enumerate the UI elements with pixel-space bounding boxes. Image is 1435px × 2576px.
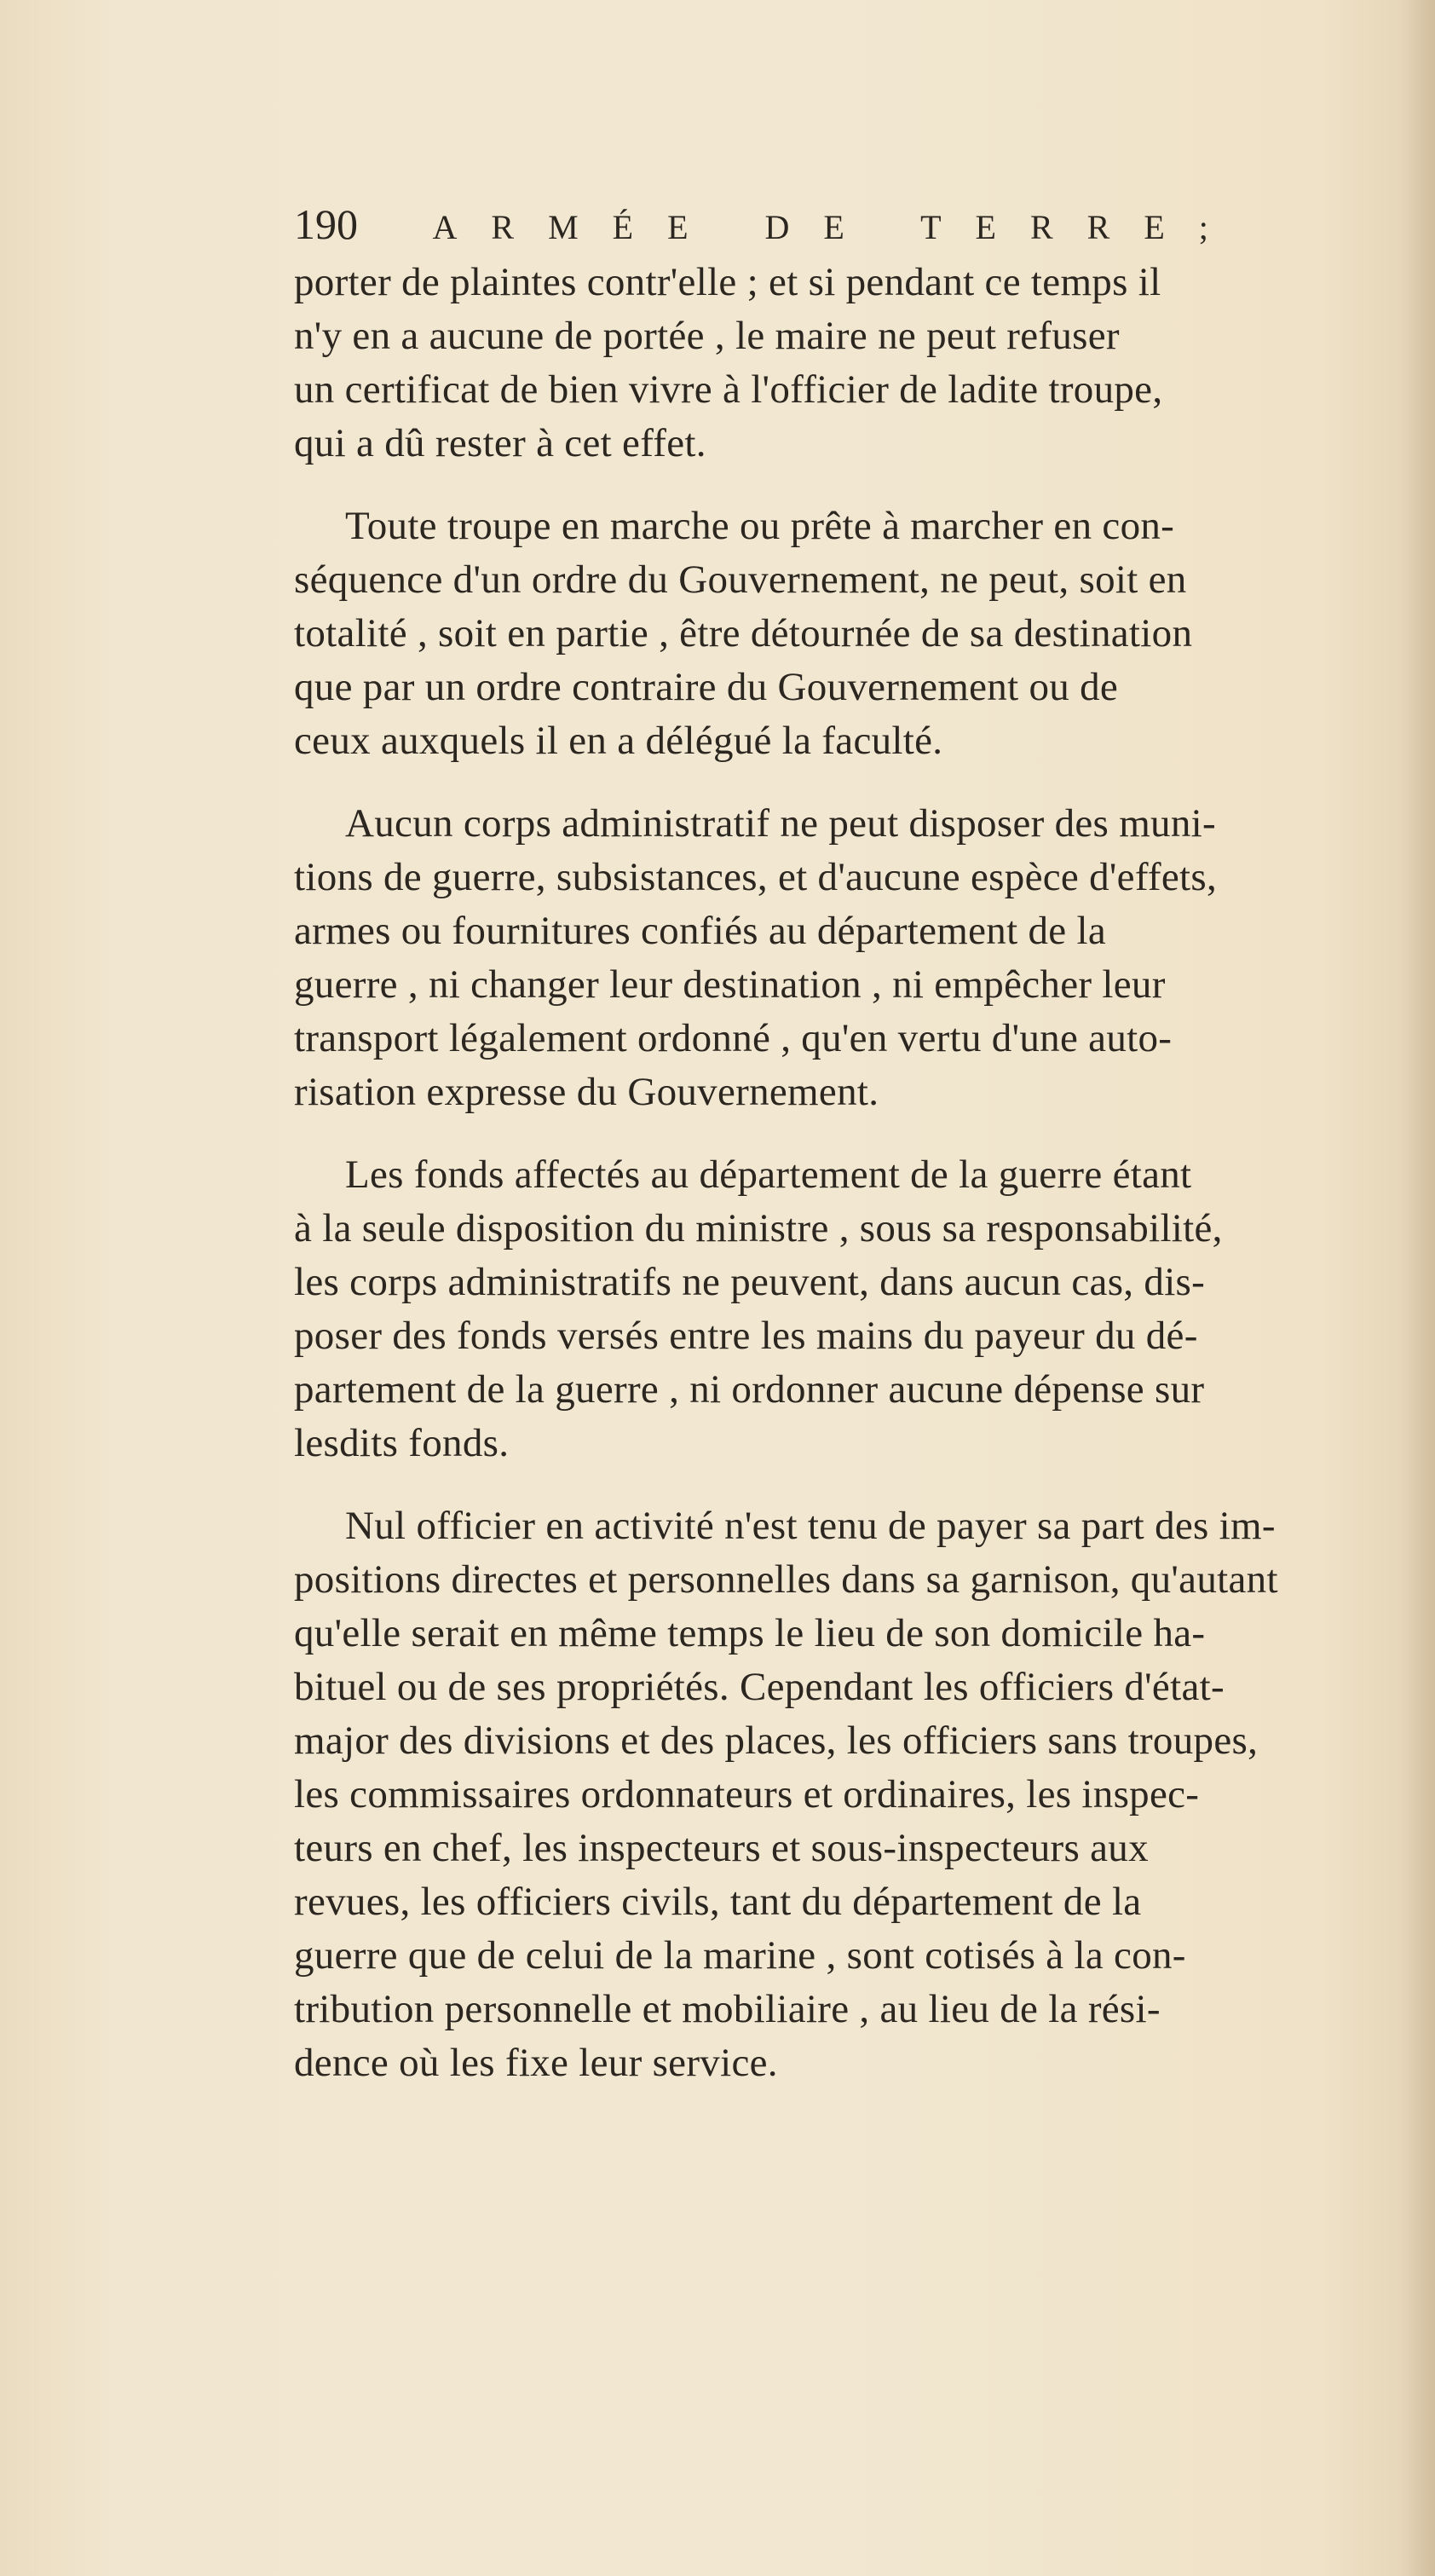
text-line: Les fonds affectés au département de la guerre étant xyxy=(345,1152,1192,1197)
text-line: à la seule disposition du ministre , sous sa responsabilité, xyxy=(294,1206,1223,1250)
page-number: 190 xyxy=(294,200,358,248)
text-line: séquence d'un ordre du Gouvernement, ne peut, soit en xyxy=(294,557,1187,602)
text-line: n'y en a aucune de portée , le maire ne peut refuser xyxy=(294,314,1120,358)
text-line: dence où les fixe leur service. xyxy=(294,2041,778,2085)
text-line: les corps administratifs ne peuvent, dans aucun cas, dis- xyxy=(294,1260,1206,1304)
paragraph xyxy=(294,500,1435,768)
text-line: tribution personnelle et mobiliaire , au lieu de la rési- xyxy=(294,1987,1161,2031)
text-line: revues, les officiers civils, tant du département de la xyxy=(294,1880,1142,1924)
text-line: Nul officier en activité n'est tenu de payer sa part des im- xyxy=(345,1504,1276,1548)
text-line: major des divisions et des places, les officiers sans troupes, xyxy=(294,1718,1259,1763)
text-line: que par un ordre contraire du Gouvernement ou de xyxy=(294,665,1119,709)
text-line: transport légalement ordonné , qu'en vertu d'une auto- xyxy=(294,1016,1173,1060)
text-line: positions directes et personnelles dans sa garnison, qu'autant xyxy=(294,1557,1278,1602)
text-line: lesdits fonds. xyxy=(294,1421,510,1465)
text-line: qu'elle serait en même temps le lieu de son domicile ha- xyxy=(294,1611,1206,1655)
text-line: porter de plaintes contr'elle ; et si pendant ce temps il xyxy=(294,260,1161,304)
text-line: les commissaires ordonnateurs et ordinaires, les inspec- xyxy=(294,1772,1200,1816)
text-line: tions de guerre, subsistances, et d'aucune espèce d'effets, xyxy=(294,855,1218,899)
text-line: guerre que de celui de la marine , sont cotisés à la con- xyxy=(294,1933,1186,1978)
text-line: bituel ou de ses propriétés. Cependant les officiers d'état- xyxy=(294,1665,1225,1709)
text-line: Toute troupe en marche ou prête à marcher en con- xyxy=(345,504,1175,548)
body-text xyxy=(294,256,1435,2119)
paragraph xyxy=(294,256,1435,471)
paragraph xyxy=(294,1148,1435,1470)
page-header xyxy=(294,194,1342,254)
text-line: totalité , soit en partie , être détournée de sa destination xyxy=(294,611,1193,656)
text-line: armes ou fournitures confiés au département de la xyxy=(294,909,1107,953)
running-title: ARMÉE DE TERRE; xyxy=(432,208,1242,246)
text-line: ceux auxquels il en a délégué la faculté. xyxy=(294,719,943,763)
text-line: poser des fonds versés entre les mains du payeur du dé- xyxy=(294,1314,1198,1358)
text-line: risation expresse du Gouvernement. xyxy=(294,1070,879,1114)
paragraph xyxy=(294,797,1435,1119)
text-line: Aucun corps administratif ne peut disposer des muni- xyxy=(345,801,1216,846)
text-line: qui a dû rester à cet effet. xyxy=(294,421,706,465)
text-line: un certificat de bien vivre à l'officier de ladite troupe, xyxy=(294,367,1163,412)
paragraph xyxy=(294,1499,1435,2090)
text-line: guerre , ni changer leur destination , ni empêcher leur xyxy=(294,962,1166,1007)
text-line: teurs en chef, les inspecteurs et sous-inspecteurs aux xyxy=(294,1826,1149,1870)
text-line: partement de la guerre , ni ordonner aucune dépense sur xyxy=(294,1367,1205,1412)
